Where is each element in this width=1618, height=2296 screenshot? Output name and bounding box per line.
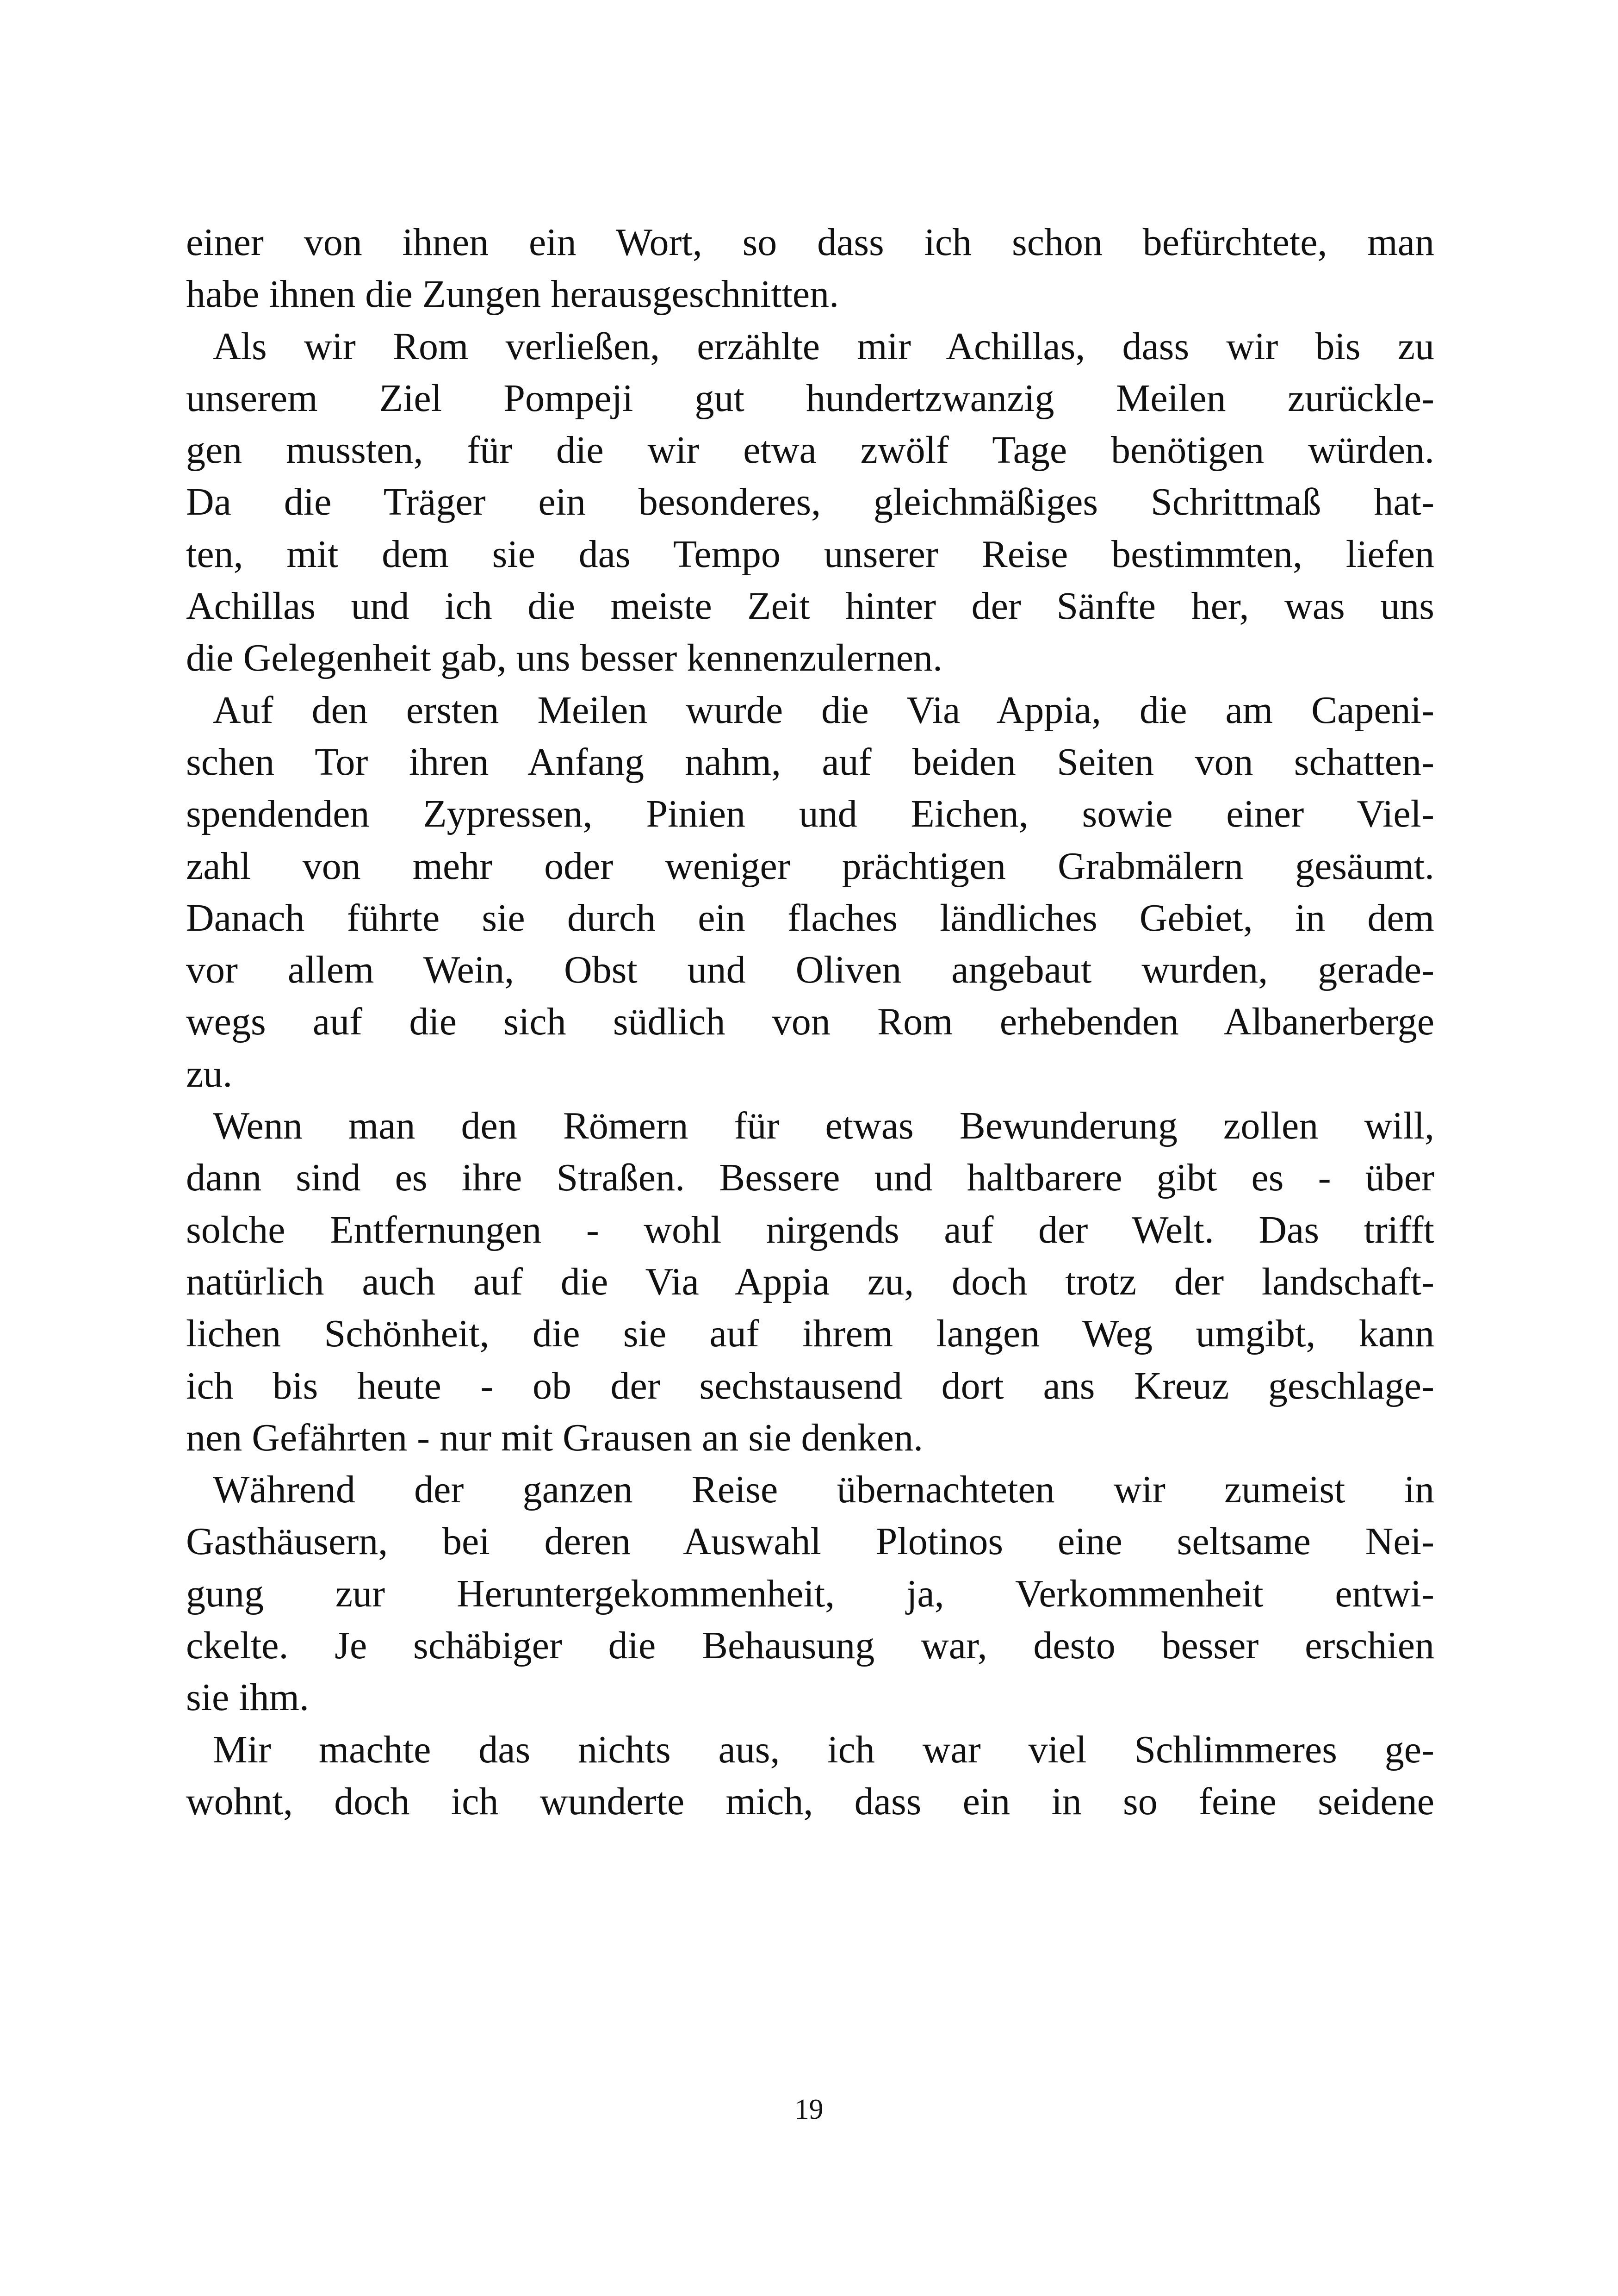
text-line: ckelte. Je schäbiger die Behausung war, desto besser erschien (186, 1624, 1434, 1668)
text-line: Danach führte sie durch ein flaches ländliches Gebiet, in dem (186, 896, 1434, 940)
text-line: einer von ihnen ein Wort, so dass ich schon befürchtete, man (186, 221, 1434, 264)
text-line: wegs auf die sich südlich von Rom erhebenden Albanerberge (186, 1000, 1434, 1044)
text-line: solche Entfernungen - wohl nirgends auf der Welt. Das trifft (186, 1208, 1434, 1251)
text-line: spendenden Zypressen, Pinien und Eichen, sowie einer Viel- (186, 792, 1434, 836)
page-number: 19 (794, 2094, 824, 2125)
text-line: zu. (186, 1052, 233, 1095)
text-line: nen Gefährten - nur mit Grausen an sie denken. (186, 1416, 924, 1459)
text-line: schen Tor ihren Anfang nahm, auf beiden Seiten von schatten- (186, 740, 1434, 784)
text-line: Wenn man den Römern für etwas Bewunderung zollen will, (213, 1104, 1434, 1148)
text-line: sie ihm. (186, 1676, 309, 1719)
text-line: Während der ganzen Reise übernachteten wir zumeist in (213, 1468, 1434, 1512)
text-line: gung zur Heruntergekommenheit, ja, Verkommenheit entwi- (186, 1572, 1434, 1615)
text-line: die Gelegenheit gab, uns besser kennenzulernen. (186, 636, 943, 680)
body-text (186, 217, 1434, 1828)
text-line: natürlich auch auf die Via Appia zu, doch trotz der landschaft- (186, 1260, 1434, 1303)
text-line: ten, mit dem sie das Tempo unserer Reise bestimmten, liefen (186, 532, 1434, 576)
text-line: Mir machte das nichts aus, ich war viel Schlimmeres ge- (213, 1728, 1434, 1771)
text-line: lichen Schönheit, die sie auf ihrem langen Weg umgibt, kann (186, 1312, 1434, 1356)
text-line: dann sind es ihre Straßen. Bessere und haltbarere gibt es - über (186, 1156, 1434, 1200)
text-line: wohnt, doch ich wunderte mich, dass ein in so feine seidene (186, 1780, 1434, 1823)
text-line: Da die Träger ein besonderes, gleichmäßiges Schrittmaß hat- (186, 480, 1434, 524)
text-line: habe ihnen die Zungen herausgeschnitten. (186, 273, 839, 316)
text-line: zahl von mehr oder weniger prächtigen Grabmälern gesäumt. (186, 844, 1434, 888)
text-line: Achillas und ich die meiste Zeit hinter der Sänfte her, was uns (186, 585, 1434, 628)
text-line: gen mussten, für die wir etwa zwölf Tage benötigen würden. (186, 429, 1434, 472)
text-line: ich bis heute - ob der sechstausend dort ans Kreuz geschlage- (186, 1364, 1434, 1407)
text-line: Gasthäusern, bei deren Auswahl Plotinos eine seltsame Nei- (186, 1520, 1434, 1563)
text-line: vor allem Wein, Obst und Oliven angebaut wurden, gerade- (186, 948, 1434, 992)
text-line: unserem Ziel Pompeji gut hundertzwanzig Meilen zurückle- (186, 376, 1434, 420)
text-line: Als wir Rom verließen, erzählte mir Achillas, dass wir bis zu (213, 324, 1434, 368)
text-line: Auf den ersten Meilen wurde die Via Appia, die am Capeni- (213, 688, 1434, 732)
